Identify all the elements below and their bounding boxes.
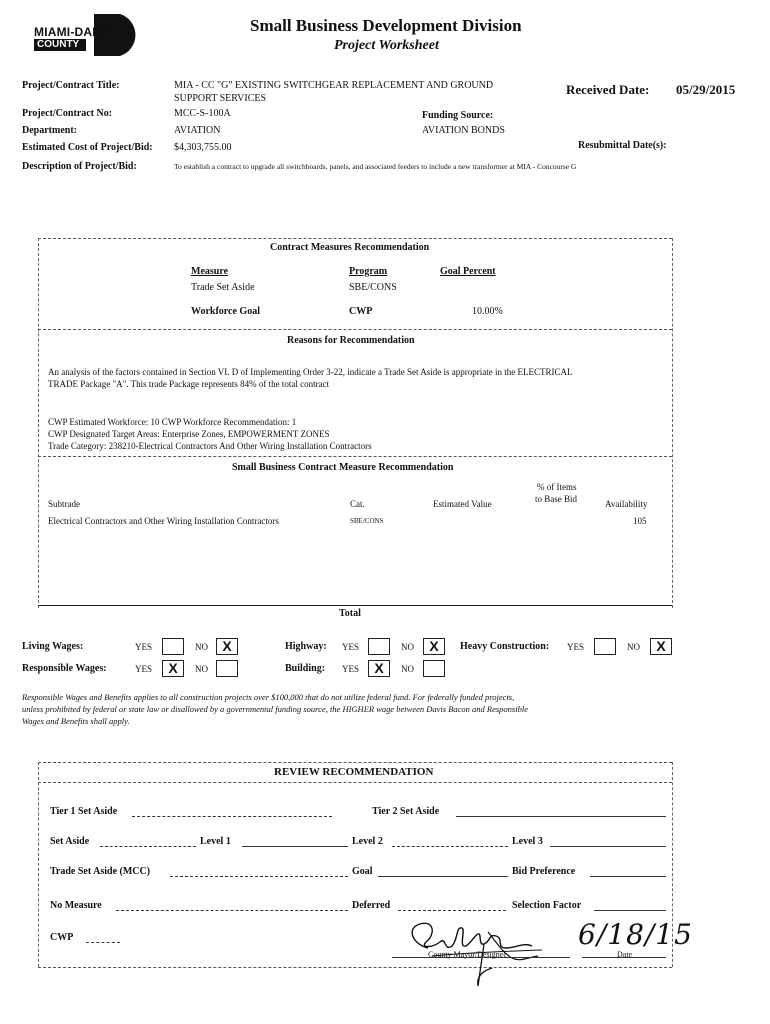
goal-percent-column-header: Goal Percent bbox=[440, 266, 496, 277]
highway-label: Highway: bbox=[285, 641, 327, 652]
review-heading: REVIEW RECOMMENDATION bbox=[274, 766, 434, 778]
heavy-construction-label: Heavy Construction: bbox=[460, 641, 550, 652]
right-border-1 bbox=[672, 238, 673, 608]
bid-preference-field[interactable] bbox=[590, 876, 666, 877]
selection-factor-label: Selection Factor bbox=[512, 900, 582, 911]
wages-note-line-2: unless prohibited by federal or state law or disallowed by a governmental funding source, the HIGHER wage between Davis Bacon and Responsible bbox=[22, 704, 528, 714]
building-yes-checkbox[interactable]: X bbox=[368, 660, 390, 677]
deferred-label: Deferred bbox=[352, 900, 391, 911]
estimated-value-column-header: Estimated Value bbox=[433, 499, 492, 509]
reasons-line-2: TRADE Package "A". This trade Package represents 84% of the total contract bbox=[48, 379, 330, 389]
responsible-wages-yes-checkbox[interactable]: X bbox=[162, 660, 184, 677]
cwp-review-field[interactable] bbox=[86, 942, 120, 943]
cwp-trade-category: Trade Category: 238210-Electrical Contractors And Other Wiring Installation Contractors bbox=[48, 441, 372, 451]
subtrade-row-name: Electrical Contractors and Other Wiring Installation Contractors bbox=[48, 516, 279, 526]
measure-row1-measure: Trade Set Aside bbox=[191, 282, 255, 293]
living-wages-no-label: NO bbox=[195, 642, 208, 652]
estimated-cost-value: $4,303,755.00 bbox=[174, 142, 232, 153]
living-wages-yes-checkbox[interactable] bbox=[162, 638, 184, 655]
level3-label: Level 3 bbox=[512, 836, 543, 847]
building-yes-label: YES bbox=[342, 664, 360, 674]
goal-field[interactable] bbox=[378, 876, 508, 877]
building-no-checkbox[interactable] bbox=[423, 660, 445, 677]
pct-items-header-2: to Base Bid bbox=[535, 494, 577, 504]
department-label: Department: bbox=[22, 125, 77, 136]
page-subtitle: Project Worksheet bbox=[334, 38, 439, 53]
measure-row2-goal: 10.00% bbox=[472, 306, 503, 317]
logo-text-top: MIAMI-DADE bbox=[34, 25, 110, 39]
responsible-wages-label: Responsible Wages: bbox=[22, 663, 107, 674]
heavy-no-label: NO bbox=[627, 642, 640, 652]
total-divider bbox=[38, 605, 672, 606]
selection-factor-field[interactable] bbox=[594, 910, 666, 911]
estimated-cost-label: Estimated Cost of Project/Bid: bbox=[22, 142, 153, 153]
building-label: Building: bbox=[285, 663, 326, 674]
set-aside-label: Set Aside bbox=[50, 836, 90, 847]
heavy-no-checkbox[interactable]: X bbox=[650, 638, 672, 655]
wages-note-line-1: Responsible Wages and Benefits applies to all construction projects over $100,000 that do not utilize federal fund. For federally funded projects, bbox=[22, 692, 515, 702]
deferred-field[interactable] bbox=[398, 910, 506, 911]
level3-field[interactable] bbox=[550, 846, 666, 847]
contract-no-label: Project/Contract No: bbox=[22, 108, 113, 119]
sbcm-heading: Small Business Contract Measure Recommendation bbox=[232, 462, 454, 473]
tier2-set-aside-field[interactable] bbox=[456, 816, 666, 817]
responsible-wages-no-label: NO bbox=[195, 664, 208, 674]
level2-field[interactable] bbox=[392, 846, 508, 847]
cwp-designated-target-areas: CWP Designated Target Areas: Enterprise Zones, EMPOWERMENT ZONES bbox=[48, 429, 330, 439]
cwp-review-label: CWP bbox=[50, 932, 74, 943]
trade-set-aside-mcc-field[interactable] bbox=[170, 876, 348, 877]
total-label: Total bbox=[339, 608, 361, 619]
page-title: Small Business Development Division bbox=[250, 16, 522, 35]
level1-label: Level 1 bbox=[200, 836, 231, 847]
signer-label: County Mayor/Designee bbox=[428, 950, 507, 959]
subtrade-column-header: Subtrade bbox=[48, 499, 80, 509]
signature-date-handwritten: 6/18/15 bbox=[578, 918, 693, 951]
measure-column-header: Measure bbox=[191, 266, 229, 277]
subtrade-row-availability: 105 bbox=[633, 516, 647, 526]
highway-yes-label: YES bbox=[342, 642, 360, 652]
tier1-set-aside-field[interactable] bbox=[132, 816, 332, 817]
project-title-label: Project/Contract Title: bbox=[22, 80, 120, 91]
measure-row2-measure: Workforce Goal bbox=[191, 306, 260, 317]
level2-label: Level 2 bbox=[352, 836, 383, 847]
heavy-yes-checkbox[interactable] bbox=[594, 638, 616, 655]
pct-items-header-1: % of Items bbox=[537, 482, 577, 492]
trade-set-aside-mcc-label: Trade Set Aside (MCC) bbox=[50, 866, 151, 877]
funding-source-label: Funding Source: bbox=[422, 110, 494, 121]
level1-field[interactable] bbox=[242, 846, 348, 847]
cwp-estimated-workforce: CWP Estimated Workforce: 10 CWP Workforce Recommendation: 1 bbox=[48, 417, 297, 427]
living-wages-no-checkbox[interactable]: X bbox=[216, 638, 238, 655]
wages-note-line-3: Wages and Benefits shall apply. bbox=[22, 716, 130, 726]
section-top-border bbox=[38, 238, 672, 239]
signature-date-label: Date bbox=[617, 950, 633, 959]
tier1-set-aside-label: Tier 1 Set Aside bbox=[50, 806, 118, 817]
living-wages-label: Living Wages: bbox=[22, 641, 84, 652]
left-border-1 bbox=[38, 238, 39, 608]
living-wages-yes-label: YES bbox=[135, 642, 153, 652]
department-value: AVIATION bbox=[174, 125, 221, 136]
funding-source-value: AVIATION BONDS bbox=[422, 125, 505, 136]
cat-column-header: Cat. bbox=[350, 499, 365, 509]
responsible-wages-no-checkbox[interactable] bbox=[216, 660, 238, 677]
subtrade-row-cat: SBE/CONS bbox=[350, 517, 384, 525]
heavy-yes-label: YES bbox=[567, 642, 585, 652]
goal-label: Goal bbox=[352, 866, 373, 877]
contract-measures-heading: Contract Measures Recommendation bbox=[270, 242, 430, 253]
highway-no-checkbox[interactable]: X bbox=[423, 638, 445, 655]
review-top-border bbox=[38, 762, 672, 763]
reasons-line-1: An analysis of the factors contained in Section VI. D of Implementing Order 3-22, indicate a Trade Set Aside is appropriate in the ELECTRICAL bbox=[48, 367, 573, 377]
responsible-wages-yes-label: YES bbox=[135, 664, 153, 674]
project-title-value-2: SUPPORT SERVICES bbox=[174, 93, 267, 104]
review-left-border bbox=[38, 762, 39, 967]
divider-reasons bbox=[38, 329, 672, 330]
county-logo bbox=[32, 12, 142, 58]
set-aside-field[interactable] bbox=[100, 846, 196, 847]
resubmittal-date-label: Resubmittal Date(s): bbox=[578, 140, 667, 151]
tier2-set-aside-label: Tier 2 Set Aside bbox=[372, 806, 440, 817]
no-measure-label: No Measure bbox=[50, 900, 102, 911]
no-measure-field[interactable] bbox=[116, 910, 348, 911]
received-date-value: 05/29/2015 bbox=[676, 82, 736, 97]
reasons-heading: Reasons for Recommendation bbox=[287, 335, 415, 346]
availability-column-header: Availability bbox=[605, 499, 648, 509]
measure-row1-program: SBE/CONS bbox=[349, 282, 397, 293]
review-heading-underline bbox=[38, 782, 672, 783]
bid-preference-label: Bid Preference bbox=[512, 866, 576, 877]
logo-text-bottom: COUNTY bbox=[37, 39, 80, 50]
measure-row2-program: CWP bbox=[349, 306, 373, 317]
description-label: Description of Project/Bid: bbox=[22, 161, 137, 172]
highway-yes-checkbox[interactable] bbox=[368, 638, 390, 655]
description-value: To establish a contract to upgrade all switchboards, panels, and associated feeders to include a new transformer at MIA - Concourse G bbox=[174, 162, 577, 171]
building-no-label: NO bbox=[401, 664, 414, 674]
contract-no-value: MCC-S-100A bbox=[174, 108, 231, 119]
received-date-label: Received Date: bbox=[566, 82, 650, 97]
highway-no-label: NO bbox=[401, 642, 414, 652]
review-bottom-border bbox=[38, 967, 672, 968]
project-title-value-1: MIA - CC "G" EXISTING SWITCHGEAR REPLACEMENT AND GROUND bbox=[174, 80, 494, 91]
divider-sbcm bbox=[38, 456, 672, 457]
program-column-header: Program bbox=[349, 266, 388, 277]
